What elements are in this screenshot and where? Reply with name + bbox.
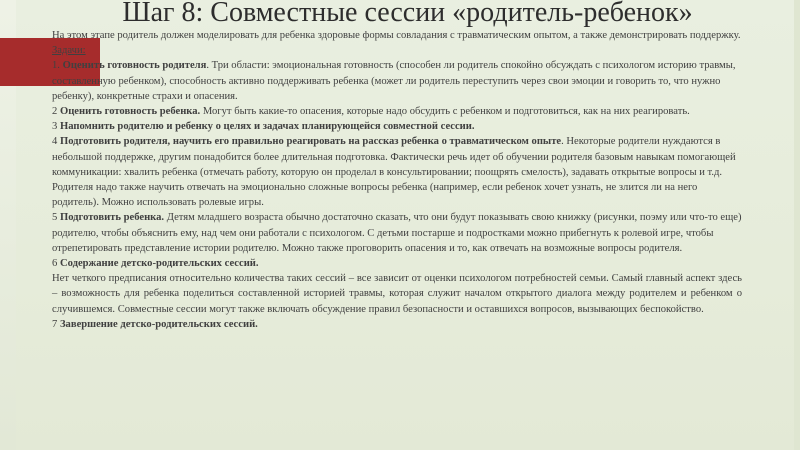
intro-paragraph: На этом этапе родитель должен моделировать для ребенка здоровые формы совладания с травматическим опытом, а также демонстрировать поддержку. [52, 30, 741, 41]
list-item [52, 256, 742, 271]
item-number: 2 [52, 106, 58, 118]
item-heading: Завершение детско-родительских сессий. [59, 318, 258, 330]
list-item [52, 317, 742, 332]
item-number: 1. [52, 60, 60, 72]
list-item [52, 134, 742, 210]
list-item [52, 58, 742, 104]
justified-paragraph [52, 271, 742, 317]
item-number: 7 [52, 318, 58, 330]
item-heading: Подготовить родителя, научить его правильно реагировать на рассказ ребенка о травматическом опыте [59, 136, 562, 148]
item-number: 4 [52, 136, 58, 148]
item-text: . Некоторые родители нуждаются в небольшой поддержке, другим понадобится более длительная подготовка. Фактически речь идет об обучении родителя базовым навыкам помогающей коммуникации: хвалить ребенка (отмечать работу, которую он проделал в консультировании; поощрять смелость), задавать открытые вопросы и т.д. Родителя надо также научить отвечать на эмоционально сложные вопросы ребенка (например, если ребенок хочет узнать, не злится ли на него родитель). Можно использовать ролевые игры. [52, 136, 736, 209]
item-text: . Три области: эмоциональная готовность (способен ли родитель спокойно обсуждать с психологом историю травмы, составленную ребенком), способность активно поддерживать ребенка (может ли родитель переступить через свои эмоции и говорить то, что нужно ребенку), конкретные страхи и опасения. [52, 60, 736, 102]
item-heading: Оценить готовность родителя [62, 60, 207, 72]
item-text: Могут быть какие-то опасения, которые надо обсудить с ребенком и подготовиться, как на них реагировать. [200, 106, 690, 118]
list-item [52, 210, 742, 256]
item-number: 3 [52, 121, 58, 133]
right-decorative-strip [794, 0, 800, 450]
tasks-label: Задачи: [52, 45, 86, 57]
item-heading: Подготовить ребенка. [59, 212, 165, 224]
slide-body [52, 28, 742, 332]
list-item [52, 119, 742, 134]
item-number: 5 [52, 212, 58, 224]
list-item [52, 104, 742, 119]
item-text: Нет четкого предписания относительно количества таких сессий – все зависит от оценки психологом потребностей семьи. Самый главный аспект здесь – возможность для ребенка поделиться составленной историей травмы, которая служит началом открытого диалога между родителем и ребенком о случившемся. Совместные сессии могут также включать обсуждение правил безопасности и оставшихся вопросов, вызывающих беспокойство. [52, 273, 742, 315]
item-text: Детям младшего возраста обычно достаточно сказать, что они будут показывать свою книжку (рисунки, поэму или что-то еще) родителю, чтобы объяснить ему, над чем они работали с психологом. С детьми постарше и подростками можно прибегнуть к ролевой игре, чтобы отрепетировать представление истории родителю. Можно также проговорить опасения и то, как отвечать на возможные вопросы родителя. [52, 212, 742, 254]
slide-title: Шаг 8: Совместные сессии «родитель-ребенок» [122, 0, 693, 28]
item-heading: Содержание детско-родительских сессий. [59, 258, 259, 270]
item-heading: Напомнить родителю и ребенку о целях и задачах планирующейся совместной сессии. [59, 121, 475, 133]
item-number: 6 [52, 258, 58, 270]
item-heading: Оценить готовность ребенка. [59, 106, 201, 118]
